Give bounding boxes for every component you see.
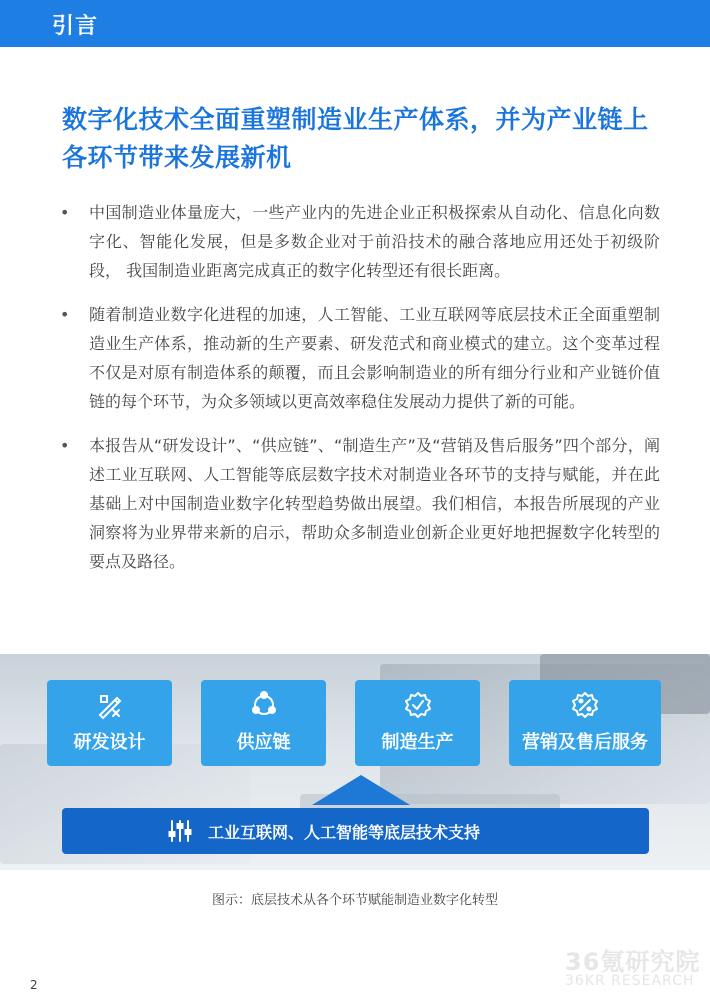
bullet-marker: • [60,203,70,222]
bullet-marker: • [60,436,70,455]
bullet-item [60,431,660,576]
bullet-list [60,198,660,591]
card-label: 供应链 [236,732,291,753]
card-manufacturing [355,680,480,766]
section-title: 引言 [52,14,99,39]
support-bar-label: 工业互联网、人工智能等底层技术支持 [208,823,481,842]
page-headline: 数字化技术全面重塑制造业生产体系，并为产业链上各环节带来发展新机 [62,105,649,172]
bullet-text: 本报告从“研发设计”、“供应链”、“制造生产”及“营销及售后服务”四个部分，阐述工业互联网、人工智能等底层数字技术对制造业各环节的支持与赋能，并在此基础上对中国制造业数字化转型趋势做出展望。我们相信，本报告所展现的产业洞察将为业界带来新的启示，帮助众多制造业创新企业更好地把握数字化转型的要点及路径。 [89,436,660,571]
upward-arrow [312,775,410,805]
watermark-en: 36KR RESEARCH [565,973,695,989]
bullet-item [60,300,660,416]
card-rd-design [47,680,172,766]
bullet-text: 随着制造业数字化进程的加速，人工智能、工业互联网等底层技术正全面重塑制造业生产体系，推动新的生产要素、研发范式和商业模式的建立。这个变革过程不仅是对原有制造体系的颠覆，而且会影响制造业的所有细分行业和产业链价值链的每个环节，为众多领域以更高效率稳住发展动力提供了新的可能。 [89,305,660,411]
support-bar [62,808,649,854]
percent-badge-icon [570,690,600,720]
page-number: 2 [30,978,38,992]
section-header-bar [0,0,710,47]
bullet-marker: • [60,305,70,324]
card-label: 制造生产 [381,732,454,753]
card-label: 研发设计 [73,732,146,753]
watermark-cn: 36氪研究院 [565,948,701,976]
card-label: 营销及售后服务 [522,732,648,753]
bullet-item [60,198,660,285]
gear-check-icon [403,690,433,720]
bullet-text: 中国制造业体量庞大，一些产业内的先进企业正积极探索从自动化、信息化向数字化、智能化发展，但是多数企业对于前沿技术的融合落地应用还处于初级阶段， 我国制造业距离完成真正的数字化转型还有很长距离。 [89,203,660,280]
sliders-icon [167,818,193,844]
figure-caption: 图示：底层技术从各个环节赋能制造业数字化转型 [211,893,498,908]
design-tools-icon [95,690,125,720]
card-supply-chain [201,680,326,766]
card-marketing-service [509,680,661,766]
supply-chain-cycle-icon [249,690,279,720]
